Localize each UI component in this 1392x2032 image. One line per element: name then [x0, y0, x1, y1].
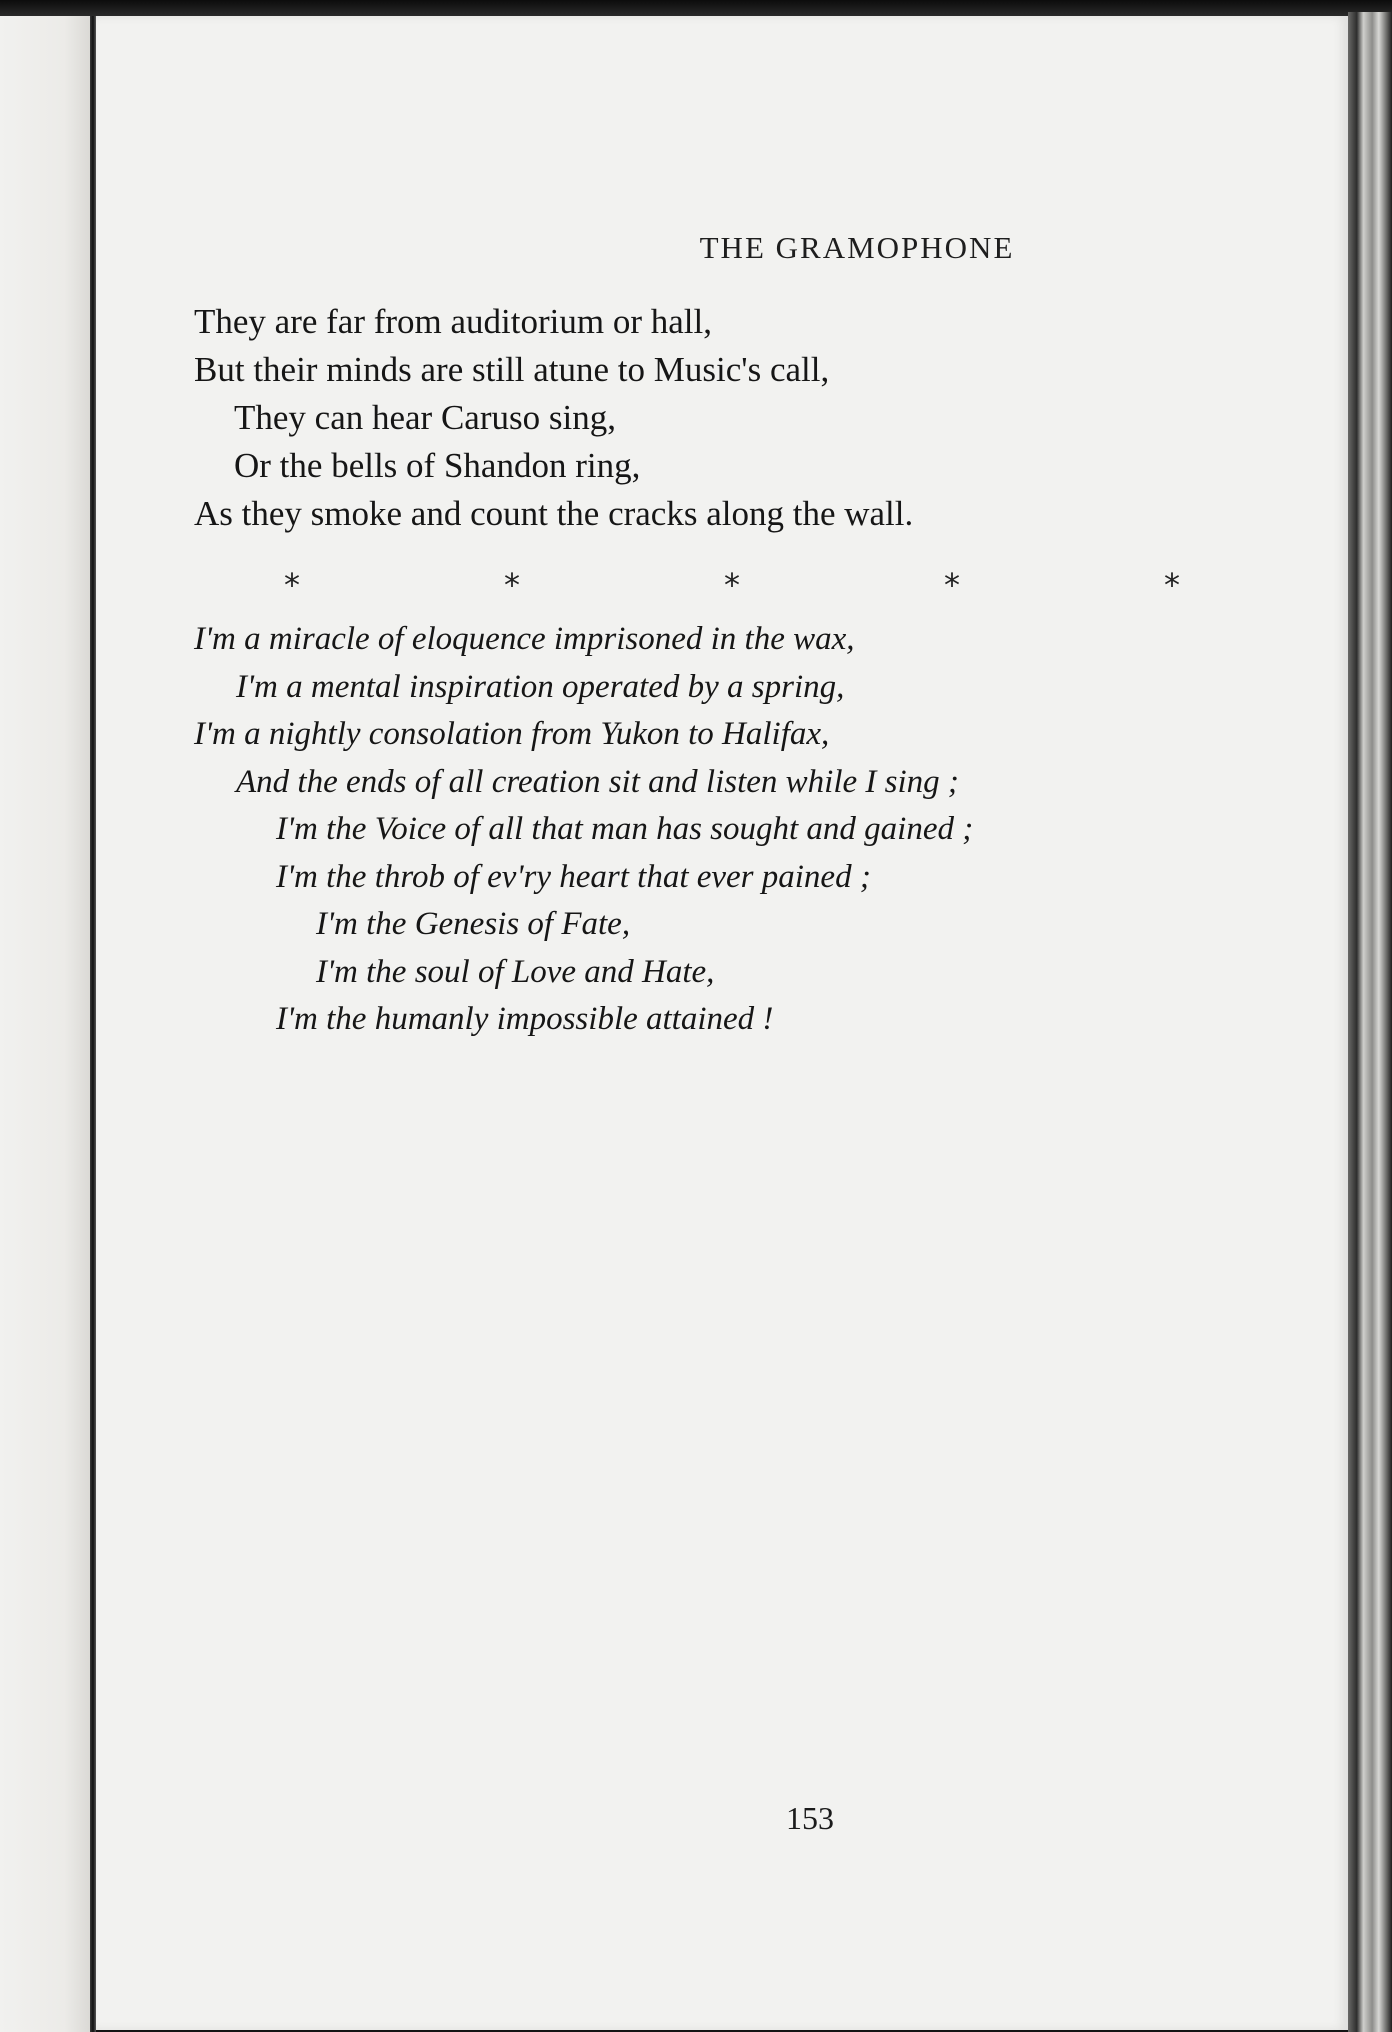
verse-line: They can hear Caruso sing, [234, 398, 616, 437]
verse-line: I'm a mental inspiration operated by a spring, [236, 668, 845, 705]
asterisk: * [1164, 566, 1180, 604]
book-fore-edge [1348, 12, 1392, 2032]
verse-line: I'm a nightly consolation from Yukon to Halifax, [194, 716, 830, 752]
verse-line: I'm the Genesis of Fate, [316, 906, 631, 942]
verse-line: I'm the Voice of all that man has sought and gained ; [276, 811, 974, 847]
verse-line: As they smoke and count the cracks along the wall. [194, 494, 914, 533]
verse-line: But their minds are still atune to Music's call, [194, 350, 830, 389]
asterisk: * [284, 566, 300, 604]
asterisk: * [504, 566, 520, 604]
verse-line: And the ends of all creation sit and listen while I sing ; [236, 763, 959, 800]
book-top-edge [0, 0, 1392, 16]
verse-line: They are far from auditorium or hall, [194, 302, 712, 341]
asterisk: * [724, 566, 740, 604]
verse-line: I'm a miracle of eloquence imprisoned in the wax, [194, 621, 855, 657]
page-number-container [96, 1800, 1348, 1837]
page-number: 153 [786, 1800, 834, 1836]
facing-page-edge [0, 16, 92, 2032]
verse-line: I'm the humanly impossible attained ! [276, 1001, 774, 1037]
verse-line: Or the bells of Shandon ring, [234, 446, 641, 485]
stanza-two-italic [194, 616, 973, 1044]
poem-title: THE GRAMOPHONE [699, 230, 1015, 265]
poem-title-container [96, 230, 1348, 266]
stanza-one [194, 298, 913, 538]
section-separator [282, 566, 1182, 604]
verse-line: I'm the soul of Love and Hate, [316, 953, 715, 990]
book-page [96, 16, 1348, 2030]
asterisk: * [944, 566, 960, 604]
verse-line: I'm the throb of ev'ry heart that ever pained ; [276, 858, 871, 895]
